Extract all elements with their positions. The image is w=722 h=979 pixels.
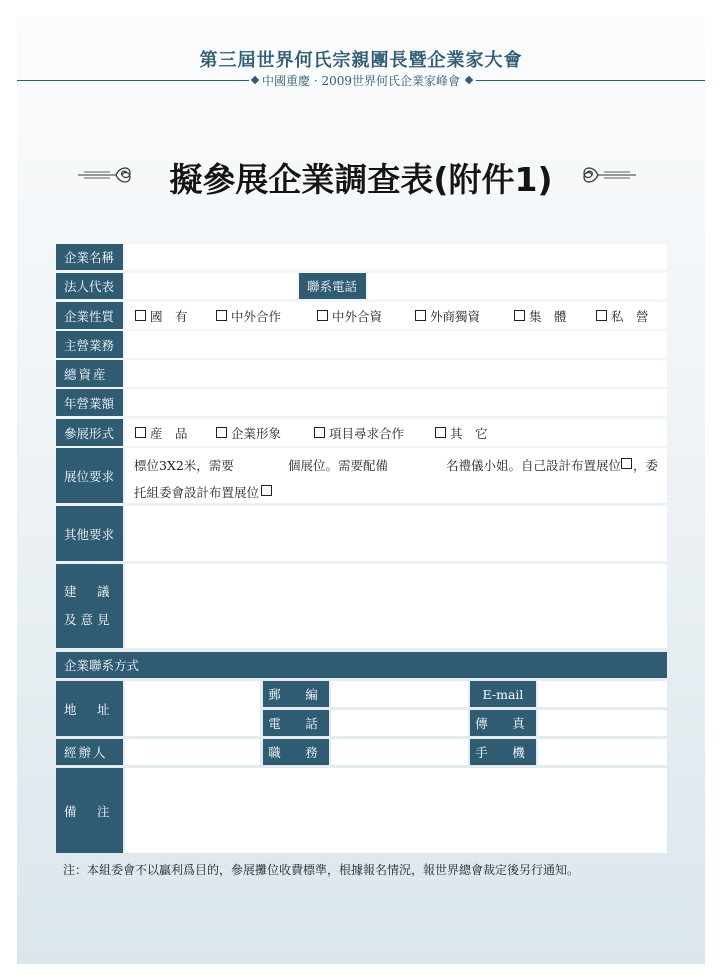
annual-revenue-field[interactable] [125, 389, 667, 416]
label-participation: 參展形式 [56, 419, 123, 446]
booth-text-3: 名禮儀小姐。自己設計布置展位 [446, 458, 622, 473]
label-email: E-mail [470, 681, 536, 707]
total-assets-field[interactable] [125, 360, 667, 387]
address-field[interactable] [125, 681, 260, 736]
label-position: 職 務 [263, 739, 329, 765]
booth-text-2: 個展位。需要配備 [288, 458, 389, 473]
booth-text-4: ，委 [633, 458, 659, 473]
label-mobile: 手 機 [470, 739, 536, 765]
label-suggestions: 建 議 及意見 [56, 564, 123, 648]
participation-option[interactable]: 企業形象 [216, 419, 281, 446]
label-other-req: 其他要求 [56, 506, 123, 561]
label-nature: 企業性質 [56, 302, 123, 329]
label-handler: 經辦人 [56, 739, 123, 765]
phone-field[interactable] [368, 273, 667, 299]
nature-option[interactable]: 中外合作 [216, 302, 281, 329]
label-remarks: 備 注 [56, 768, 123, 853]
label-address: 地 址 [56, 681, 123, 736]
checkbox-icon[interactable] [216, 310, 227, 321]
nature-option[interactable]: 外商獨資 [415, 302, 480, 329]
label-phone: 聯系電話 [299, 273, 366, 299]
mobile-field[interactable] [538, 739, 667, 765]
checkbox-icon[interactable] [314, 427, 325, 438]
label-main-business: 主營業務 [56, 331, 123, 358]
participation-options [125, 419, 667, 446]
nature-option[interactable]: 集 體 [514, 302, 567, 329]
participation-option[interactable]: 産 品 [135, 419, 188, 446]
nature-option[interactable]: 私 營 [596, 302, 649, 329]
label-tel: 電 話 [263, 710, 329, 736]
label-booth-req: 展位要求 [56, 448, 123, 503]
event-title: 第三屆世界何氏宗親團長暨企業家大會 [199, 50, 523, 71]
postcode-field[interactable] [331, 681, 468, 707]
event-subtitle: 中國重慶 · 2009世界何氏企業家峰會 [262, 74, 460, 88]
label-postcode: 郵 編 [263, 681, 329, 707]
nature-option[interactable]: 中外合資 [317, 302, 382, 329]
checkbox-icon[interactable] [621, 458, 632, 469]
label-total-assets: 總資産 [56, 360, 123, 387]
other-req-field[interactable] [125, 506, 667, 561]
contact-section-header: 企業聯系方式 [56, 652, 667, 678]
nature-option[interactable]: 國 有 [135, 302, 188, 329]
label-fax: 傳 真 [470, 710, 536, 736]
checkbox-icon[interactable] [261, 485, 272, 496]
footnote: 注：本組委會不以贏利爲目的，參展攤位收費標準，根據報名情況，報世界總會裁定後另行通知。 [63, 863, 580, 877]
booth-text-1: 標位3X2米，需要 [134, 458, 234, 473]
checkbox-icon[interactable] [135, 310, 146, 321]
handler-field[interactable] [125, 739, 260, 765]
form-title: 擬參展企業調查表(附件1) [169, 160, 553, 199]
participation-option[interactable]: 項目尋求合作 [314, 419, 404, 446]
checkbox-icon[interactable] [135, 427, 146, 438]
position-field[interactable] [331, 739, 468, 765]
checkbox-icon[interactable] [514, 310, 525, 321]
booth-text-line2: 托組委會設計布置展位 [134, 485, 260, 500]
suggestions-field[interactable] [125, 564, 667, 648]
label-annual-revenue: 年營業額 [56, 389, 123, 416]
checkbox-icon[interactable] [317, 310, 328, 321]
checkbox-icon[interactable] [216, 427, 227, 438]
legal-rep-field[interactable] [125, 273, 297, 299]
checkbox-icon[interactable] [435, 427, 446, 438]
main-business-field[interactable] [125, 331, 667, 358]
header-rule-right [476, 80, 705, 81]
email-field[interactable] [538, 681, 667, 707]
participation-option[interactable]: 其 它 [435, 419, 488, 446]
label-legal-rep: 法人代表 [56, 273, 123, 299]
tel-field[interactable] [331, 710, 468, 736]
checkbox-icon[interactable] [596, 310, 607, 321]
checkbox-icon[interactable] [415, 310, 426, 321]
label-company-name: 企業名稱 [56, 244, 123, 270]
booth-req-field [125, 448, 667, 503]
fax-field[interactable] [538, 710, 667, 736]
nature-options [125, 302, 667, 329]
company-name-field[interactable] [125, 244, 667, 270]
remarks-field[interactable] [125, 768, 667, 853]
